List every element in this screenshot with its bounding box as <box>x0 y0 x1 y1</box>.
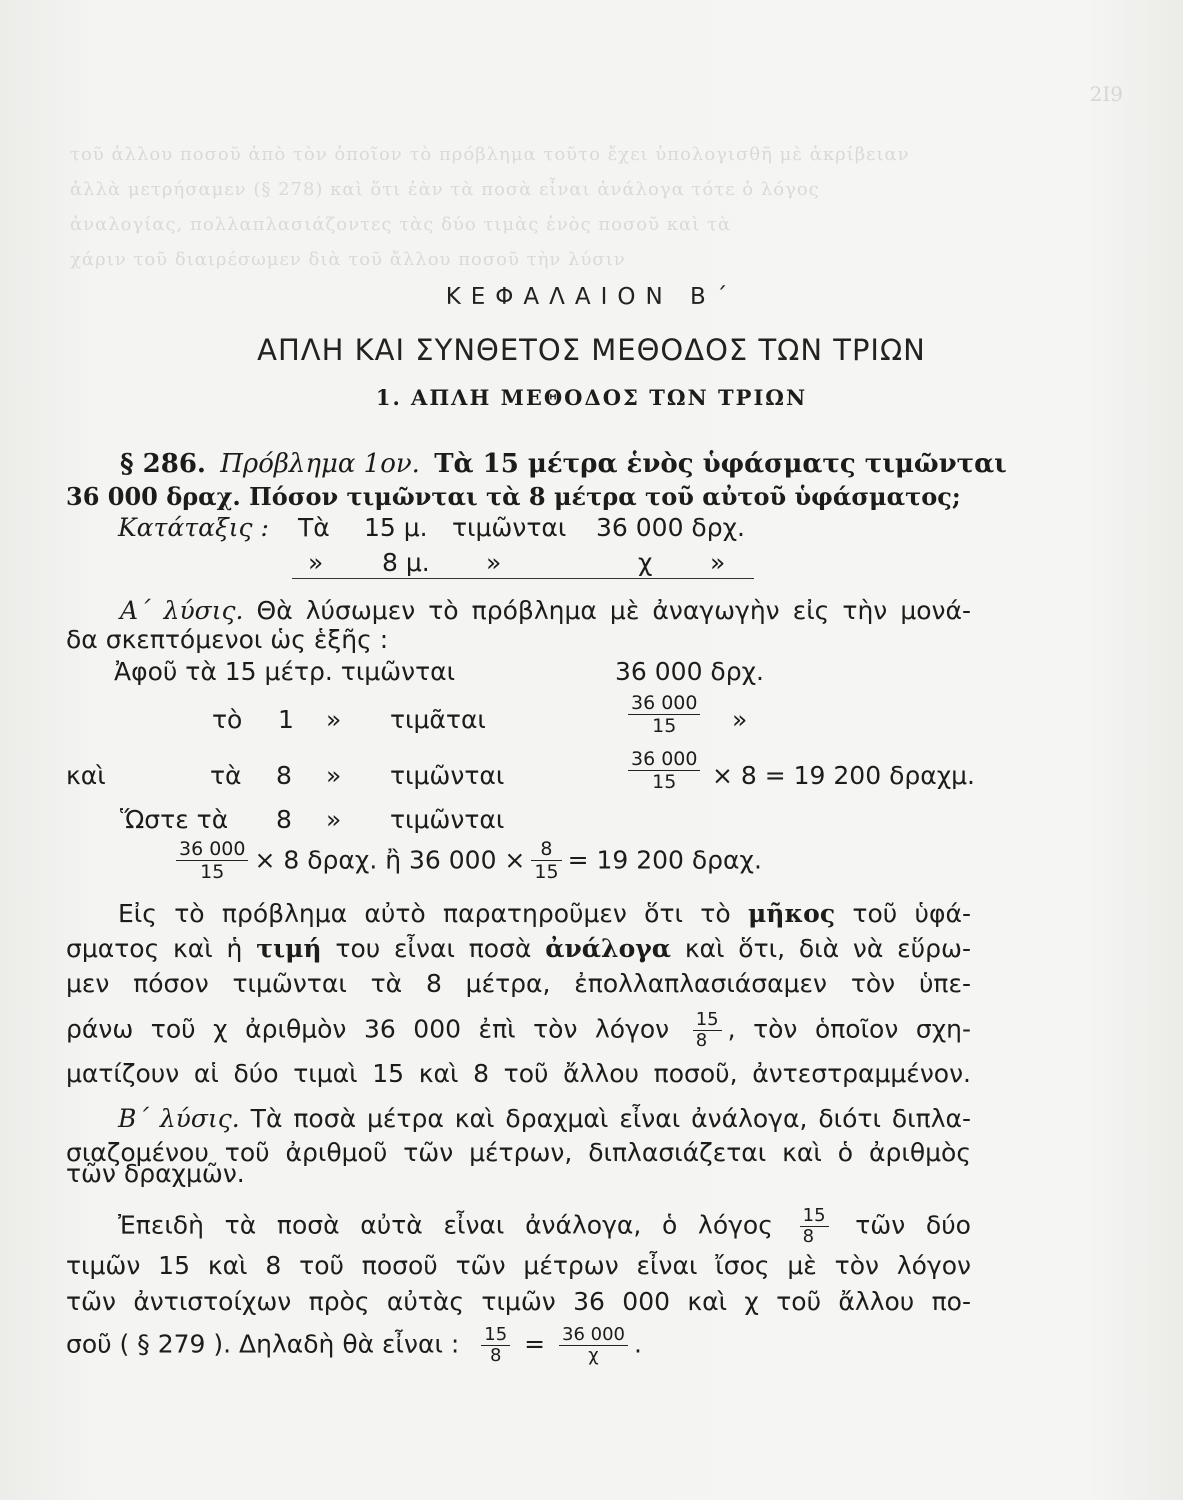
calc-cell: Ὥστε τὰ <box>120 805 229 834</box>
setup-cell: » <box>308 548 324 577</box>
calc-fraction: $\frac{36 000}{15}$ <box>622 748 706 793</box>
calc-row-1-text: Ἀφοῦ τὰ 15 μέτρ. τιμῶνται <box>114 657 456 686</box>
calc-row-1-value: 36 000 δρχ. <box>615 657 764 686</box>
calc-cell: 8 <box>276 805 292 834</box>
problem-line-1 <box>120 448 1007 480</box>
solution-b-line-3: τῶν δραχμῶν. <box>66 1159 245 1188</box>
setup-cell: τιμῶνται <box>452 513 567 542</box>
calc-cell: » <box>326 805 342 834</box>
calc-cell: τὰ <box>210 761 242 790</box>
chapter-heading: ΚΕΦΑΛΑΙΟΝ Β΄ <box>445 284 738 310</box>
paragraph-2-line-2: τιμῶν 15 καὶ 8 τοῦ ποσοῦ τῶν μέτρων εἶναι ἴσος μὲ τὸν λόγον <box>66 1251 971 1280</box>
setup-cell: 36 000 δρχ. <box>596 513 745 542</box>
paragraph-1-line-3: μεν πόσον τιμῶνται τὰ 8 μέτρα, ἐπολλαπλασιάσαμεν τὸν ὑπε- <box>66 969 971 998</box>
calc-cell: τιμᾶται <box>390 705 486 734</box>
bleed-through-text: ἀναλογίας, πολλαπλασιάζοντες τὰς δύο τιμὰς ἑνὸς ποσοῦ καὶ τὰ <box>70 214 732 235</box>
calc-fraction: $\frac{36 000}{15}$ <box>622 692 706 737</box>
setup-cell: 15 μ. <box>364 513 428 542</box>
calc-cell: » <box>326 705 342 734</box>
paragraph-1-line-4: ράνω τοῦ χ ἀριθμὸν 36 000 ἐπὶ τὸν λόγον $\frac{15}{8}$ , τὸν ὁποῖον σχη- <box>66 1009 971 1051</box>
setup-cell: 8 μ. <box>382 548 430 577</box>
solution-b-line-1: Β΄ λύσις. Τὰ ποσὰ μέτρα καὶ δραχμαὶ εἶναι ἀνάλογα, διότι διπλα- <box>118 1104 971 1133</box>
calc-cell: καὶ <box>66 761 106 790</box>
problem-line-2: 36 000 δραχ. Πόσον τιμῶνται τὰ 8 μέτρα τοῦ αὐτοῦ ὑφάσματος; <box>66 482 961 511</box>
calc-cell: τὸ <box>212 705 243 734</box>
setup-cell: Τὰ <box>298 513 330 542</box>
calc-cell: » <box>326 761 342 790</box>
paragraph-1-line-5: ματίζουν αἱ δύο τιμαὶ 15 καὶ 8 τοῦ ἄλλου ποσοῦ, ἀντεστραμμένον. <box>66 1059 971 1088</box>
solution-a-line-1 <box>120 595 971 627</box>
paragraph-2-line-1: Ἐπειδὴ τὰ ποσὰ αὐτὰ εἶναι ἀνάλογα, ὁ λόγος $\frac{15}{8}$ τῶν δύο <box>118 1205 971 1247</box>
solution-a-label: Α΄ λύσις. <box>120 596 244 625</box>
section-title: 1. ΑΠΛΗ ΜΕΘΟΔΟΣ ΤΩΝ ΤΡΙΩΝ <box>375 385 808 410</box>
setup-cell: χ <box>638 548 653 577</box>
paragraph-2-line-3: τῶν ἀντιστοίχων πρὸς αὐτὰς τιμῶν 36 000 καὶ χ τοῦ ἄλλου πο- <box>66 1287 971 1316</box>
section-number: § 286. <box>120 449 206 479</box>
calc-cell: » <box>732 705 748 734</box>
paragraph-2-line-4: σοῦ ( § 279 ). Δηλαδὴ θὰ εἶναι : $\frac{15}{8}$ = $\frac{36 000}{\chi}$ . <box>66 1324 642 1366</box>
paragraph-1-line-2: σματος καὶ ἡ τιμή του εἶναι ποσὰ ἀνάλογα καὶ ὅτι, διὰ νὰ εὕρω- <box>66 934 971 963</box>
chapter-title: ΑΠΛΗ ΚΑΙ ΣΥΝΘΕΤΟΣ ΜΕΘΟΔΟΣ ΤΩΝ ΤΡΙΩΝ <box>257 333 926 367</box>
bleed-through-page-number: 2I9 <box>1089 82 1123 106</box>
paragraph-1-line-1: Εἰς τὸ πρόβλημα αὐτὸ παρατηροῦμεν ὅτι τὸ μῆκος τοῦ ὑφά- <box>118 899 971 928</box>
bleed-through-text: ἀλλὰ μετρήσαμεν (§ 278) καὶ ὅτι ἐὰν τὰ ποσὰ εἶναι ἀνάλογα τότε ὁ λόγος <box>70 179 820 200</box>
setup-label: Κατάταξις : <box>118 513 269 542</box>
setup-cell: » <box>486 548 502 577</box>
calc-cell: τιμῶνται <box>390 761 505 790</box>
calc-cell: 8 <box>276 761 292 790</box>
setup-underline <box>292 578 754 579</box>
calc-cell: 1 <box>278 705 294 734</box>
problem-label: Πρόβλημα 1ον. <box>220 449 420 479</box>
solution-b-line-2: σιαζομένου τοῦ ἀριθμοῦ τῶν μέτρων, διπλασιάζεται καὶ ὁ ἀριθμὸς <box>66 1138 971 1167</box>
calc-final-row: $\frac{36 000}{15}$ × 8 δραχ. ἢ 36 000 × $\frac{8}{15}$ = 19 200 δραχ. <box>176 838 762 883</box>
solution-a-text: Θὰ λύσωμεν τὸ πρόβλημα μὲ ἀναγωγὴν εἰς τὴν μονά- <box>256 596 971 625</box>
bleed-through-text: τοῦ ἀλλου ποσοῦ ἀπὸ τὸν ὁποῖον τὸ πρόβλημα τοῦτο ἔχει ὑπολογισθῆ μὲ ἀκρίβειαν <box>70 144 910 165</box>
setup-cell: » <box>710 548 726 577</box>
problem-text: Τὰ 15 μέτρα ἑνὸς ὑφάσματς τιμῶνται <box>434 449 1007 479</box>
calc-cell: τιμῶνται <box>390 805 505 834</box>
solution-a-line-2: δα σκεπτόμενοι ὡς ἑξῆς : <box>66 625 389 654</box>
bleed-through-text: χάριν τοῦ διαιρέσωμεν διὰ τοῦ ἄλλου ποσοῦ τὴν λύσιν <box>70 249 626 270</box>
calc-result: × 8 = 19 200 δραχμ. <box>712 761 976 790</box>
